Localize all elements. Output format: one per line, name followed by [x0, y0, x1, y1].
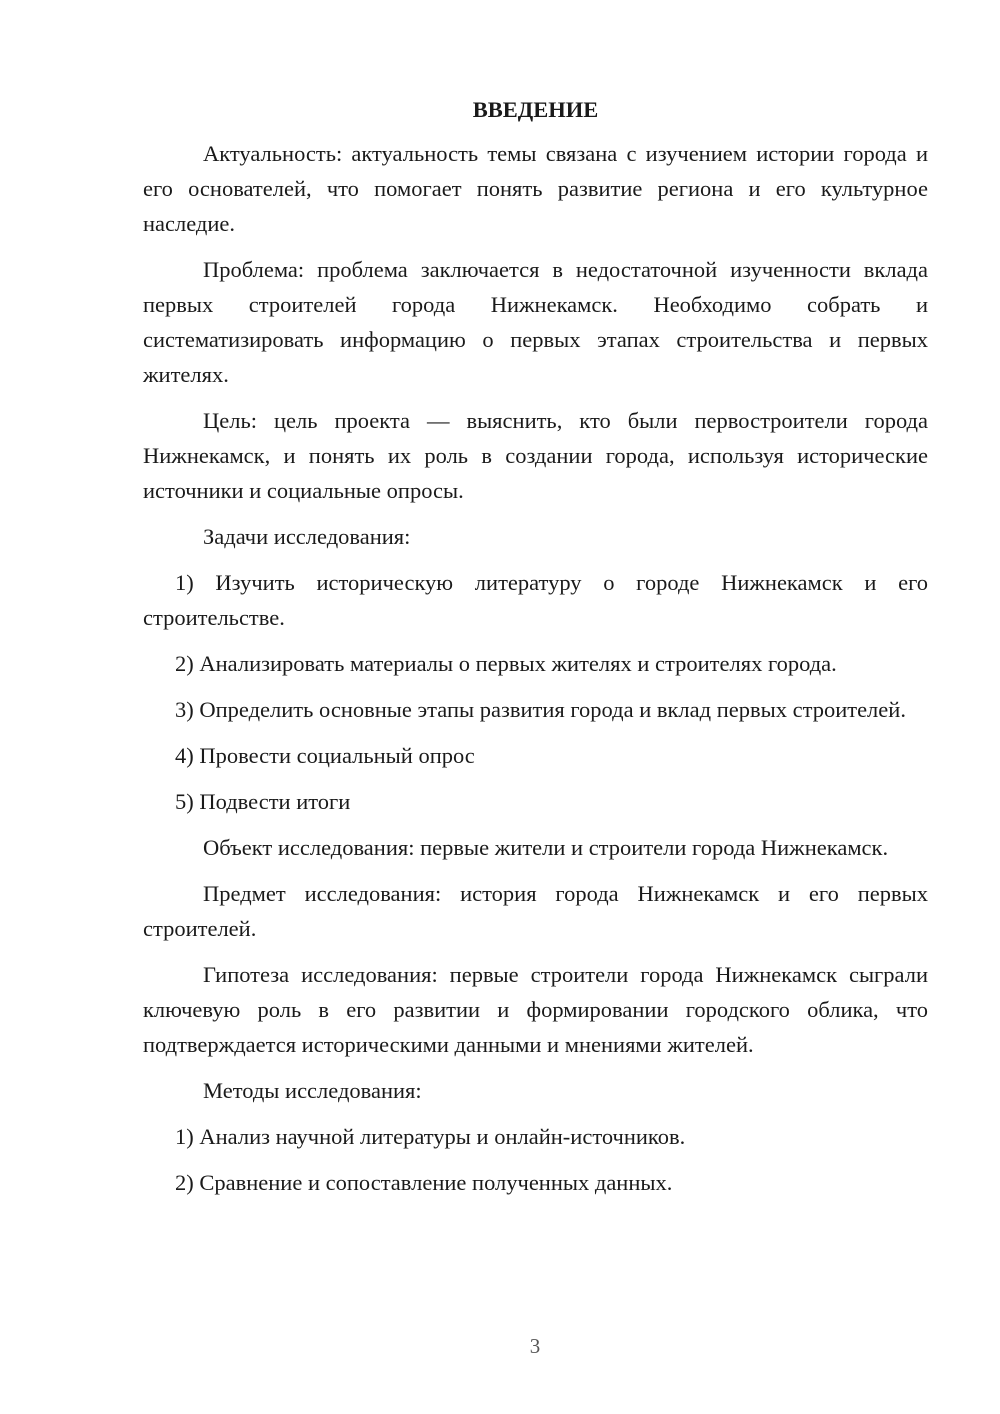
paragraph-tasks-heading: Задачи исследования: — [203, 524, 411, 549]
method-item-1: 1) Анализ научной литературы и онлайн-источников. — [175, 1124, 686, 1149]
task-item-4: 4) Провести социальный опрос — [175, 743, 475, 768]
paragraph-goal: Цель: цель проекта — выяснить, кто были первостроители города Нижнекамск, и понять их роль в создании города, используя исторические источники и социальные опросы. — [143, 408, 928, 503]
paragraph-relevance: Актуальность: актуальность темы связана с изучением истории города и его основателей, что помогает понять развитие региона и его культурное наследие. — [143, 141, 928, 236]
method-item-2: 2) Сравнение и сопоставление полученных данных. — [175, 1170, 673, 1195]
task-item-5: 5) Подвести итоги — [175, 789, 351, 814]
section-title: ВВЕДЕНИЕ — [472, 97, 599, 122]
task-item-3: 3) Определить основные этапы развития города и вклад первых строителей. — [175, 697, 906, 722]
page-number: 3 — [529, 1334, 541, 1358]
task-item-1: 1) Изучить историческую литературу о городе Нижнекамск и его строительстве. — [143, 570, 928, 630]
paragraph-methods-heading: Методы исследования: — [203, 1078, 422, 1103]
paragraph-hypothesis: Гипотеза исследования: первые строители города Нижнекамск сыграли ключевую роль в его развитии и формировании городского облика, что подтверждается историческими данными и мнениями жителей. — [143, 962, 928, 1057]
paragraph-object: Объект исследования: первые жители и строители города Нижнекамск. — [203, 835, 889, 860]
paragraph-subject: Предмет исследования: история города Нижнекамск и его первых строителей. — [143, 881, 928, 941]
task-item-2: 2) Анализировать материалы о первых жителях и строителях города. — [175, 651, 837, 676]
paragraph-problem: Проблема: проблема заключается в недостаточной изученности вклада первых строителей города Нижнекамск. Необходимо собрать и систематизировать информацию о первых этапах строительства и первых жителях. — [143, 257, 928, 387]
document-page — [143, 92, 928, 1211]
